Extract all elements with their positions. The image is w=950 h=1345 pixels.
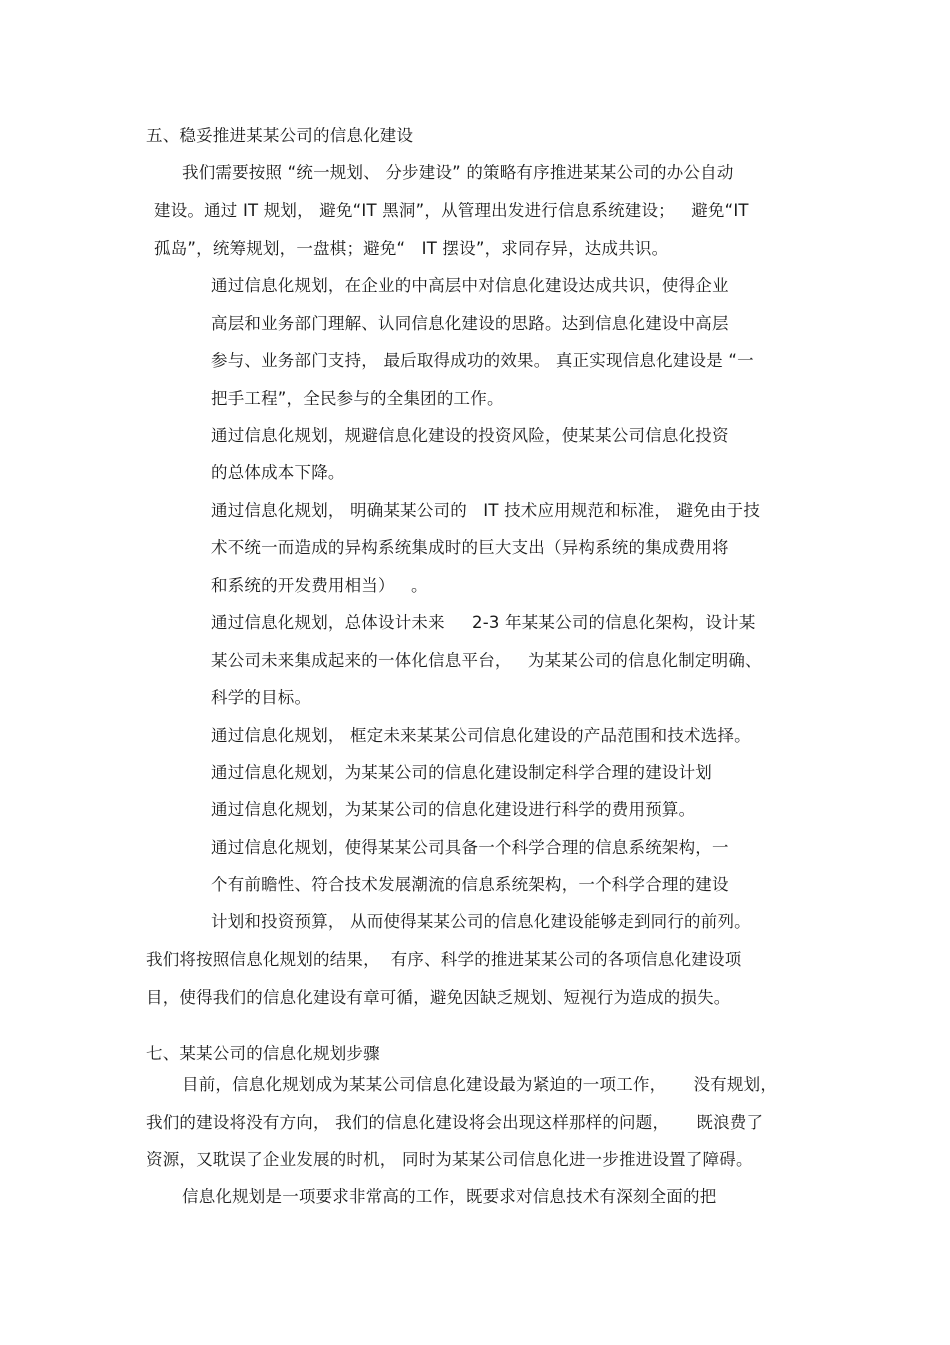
text-line: 通过信息化规划，规避信息化建设的投资风险，使某某公司信息化投资	[211, 426, 729, 445]
text-line: 通过信息化规划，为某某公司的信息化建设进行科学的费用预算。	[211, 800, 696, 819]
section-heading-7: 七、某某公司的信息化规划步骤	[146, 1044, 380, 1063]
text-line: 目前，信息化规划成为某某公司信息化建设最为紧迫的一项工作， 没有规划，	[182, 1075, 778, 1094]
text-line: 科学的目标。	[211, 688, 312, 707]
text-line: 术不统一而造成的异构系统集成时的巨大支出（异构系统的集成费用将	[211, 538, 729, 557]
text-line: 目，使得我们的信息化建设有章可循，避免因缺乏规划、短视行为造成的损失。	[146, 988, 731, 1007]
text-line: 和系统的开发费用相当） 。	[211, 576, 428, 595]
text-line: 资源，又耽误了企业发展的时机， 同时为某某公司信息化进一步推进设置了障碍。	[146, 1150, 753, 1169]
text-line: 通过信息化规划，使得某某公司具备一个科学合理的信息系统架构，一	[211, 838, 729, 857]
section-heading-5: 五、稳妥推进某某公司的信息化建设	[146, 126, 414, 145]
text-line: 高层和业务部门理解、认同信息化建设的思路。达到信息化建设中高层	[211, 314, 729, 333]
text-line: 孤岛”，统筹规划，一盘棋；避免“ IT 摆设”，求同存异，达成共识。	[154, 239, 669, 258]
text-line: 某公司未来集成起来的一体化信息平台， 为某某公司的信息化制定明确、	[211, 651, 762, 670]
text-line: 我们的建设将没有方向， 我们的信息化建设将会出现这样那样的问题， 既浪费了	[146, 1113, 764, 1132]
text-line: 参与、业务部门支持， 最后取得成功的效果。 真正实现信息化建设是 “一	[211, 351, 754, 370]
text-line: 的总体成本下降。	[211, 463, 345, 482]
text-line: 把手工程”，全民参与的全集团的工作。	[211, 389, 504, 408]
text-line: 通过信息化规划， 框定未来某某公司信息化建设的产品范围和技术选择。	[211, 726, 751, 745]
text-line: 通过信息化规划，在企业的中高层中对信息化建设达成共识，使得企业	[211, 276, 729, 295]
text-line: 个有前瞻性、符合技术发展潮流的信息系统架构，一个科学合理的建设	[211, 875, 729, 894]
text-line: 我们将按照信息化规划的结果， 有序、科学的推进某某公司的各项信息化建设项	[146, 950, 742, 969]
text-line: 我们需要按照 “统一规划、 分步建设” 的策略有序推进某某公司的办公自动	[182, 163, 734, 182]
text-line: 通过信息化规划， 明确某某公司的 IT 技术应用规范和标准， 避免由于技	[211, 501, 761, 520]
text-line: 通过信息化规划，为某某公司的信息化建设制定科学合理的建设计划	[211, 763, 712, 782]
text-line: 信息化规划是一项要求非常高的工作，既要求对信息技术有深刻全面的把	[182, 1187, 717, 1206]
text-line: 计划和投资预算， 从而使得某某公司的信息化建设能够走到同行的前列。	[211, 912, 751, 931]
text-line: 建设。通过 IT 规划， 避免“IT 黑洞”，从管理出发进行信息系统建设； 避免“IT	[154, 201, 749, 220]
text-line: 通过信息化规划，总体设计未来 2-3 年某某公司的信息化架构，设计某	[211, 613, 756, 632]
